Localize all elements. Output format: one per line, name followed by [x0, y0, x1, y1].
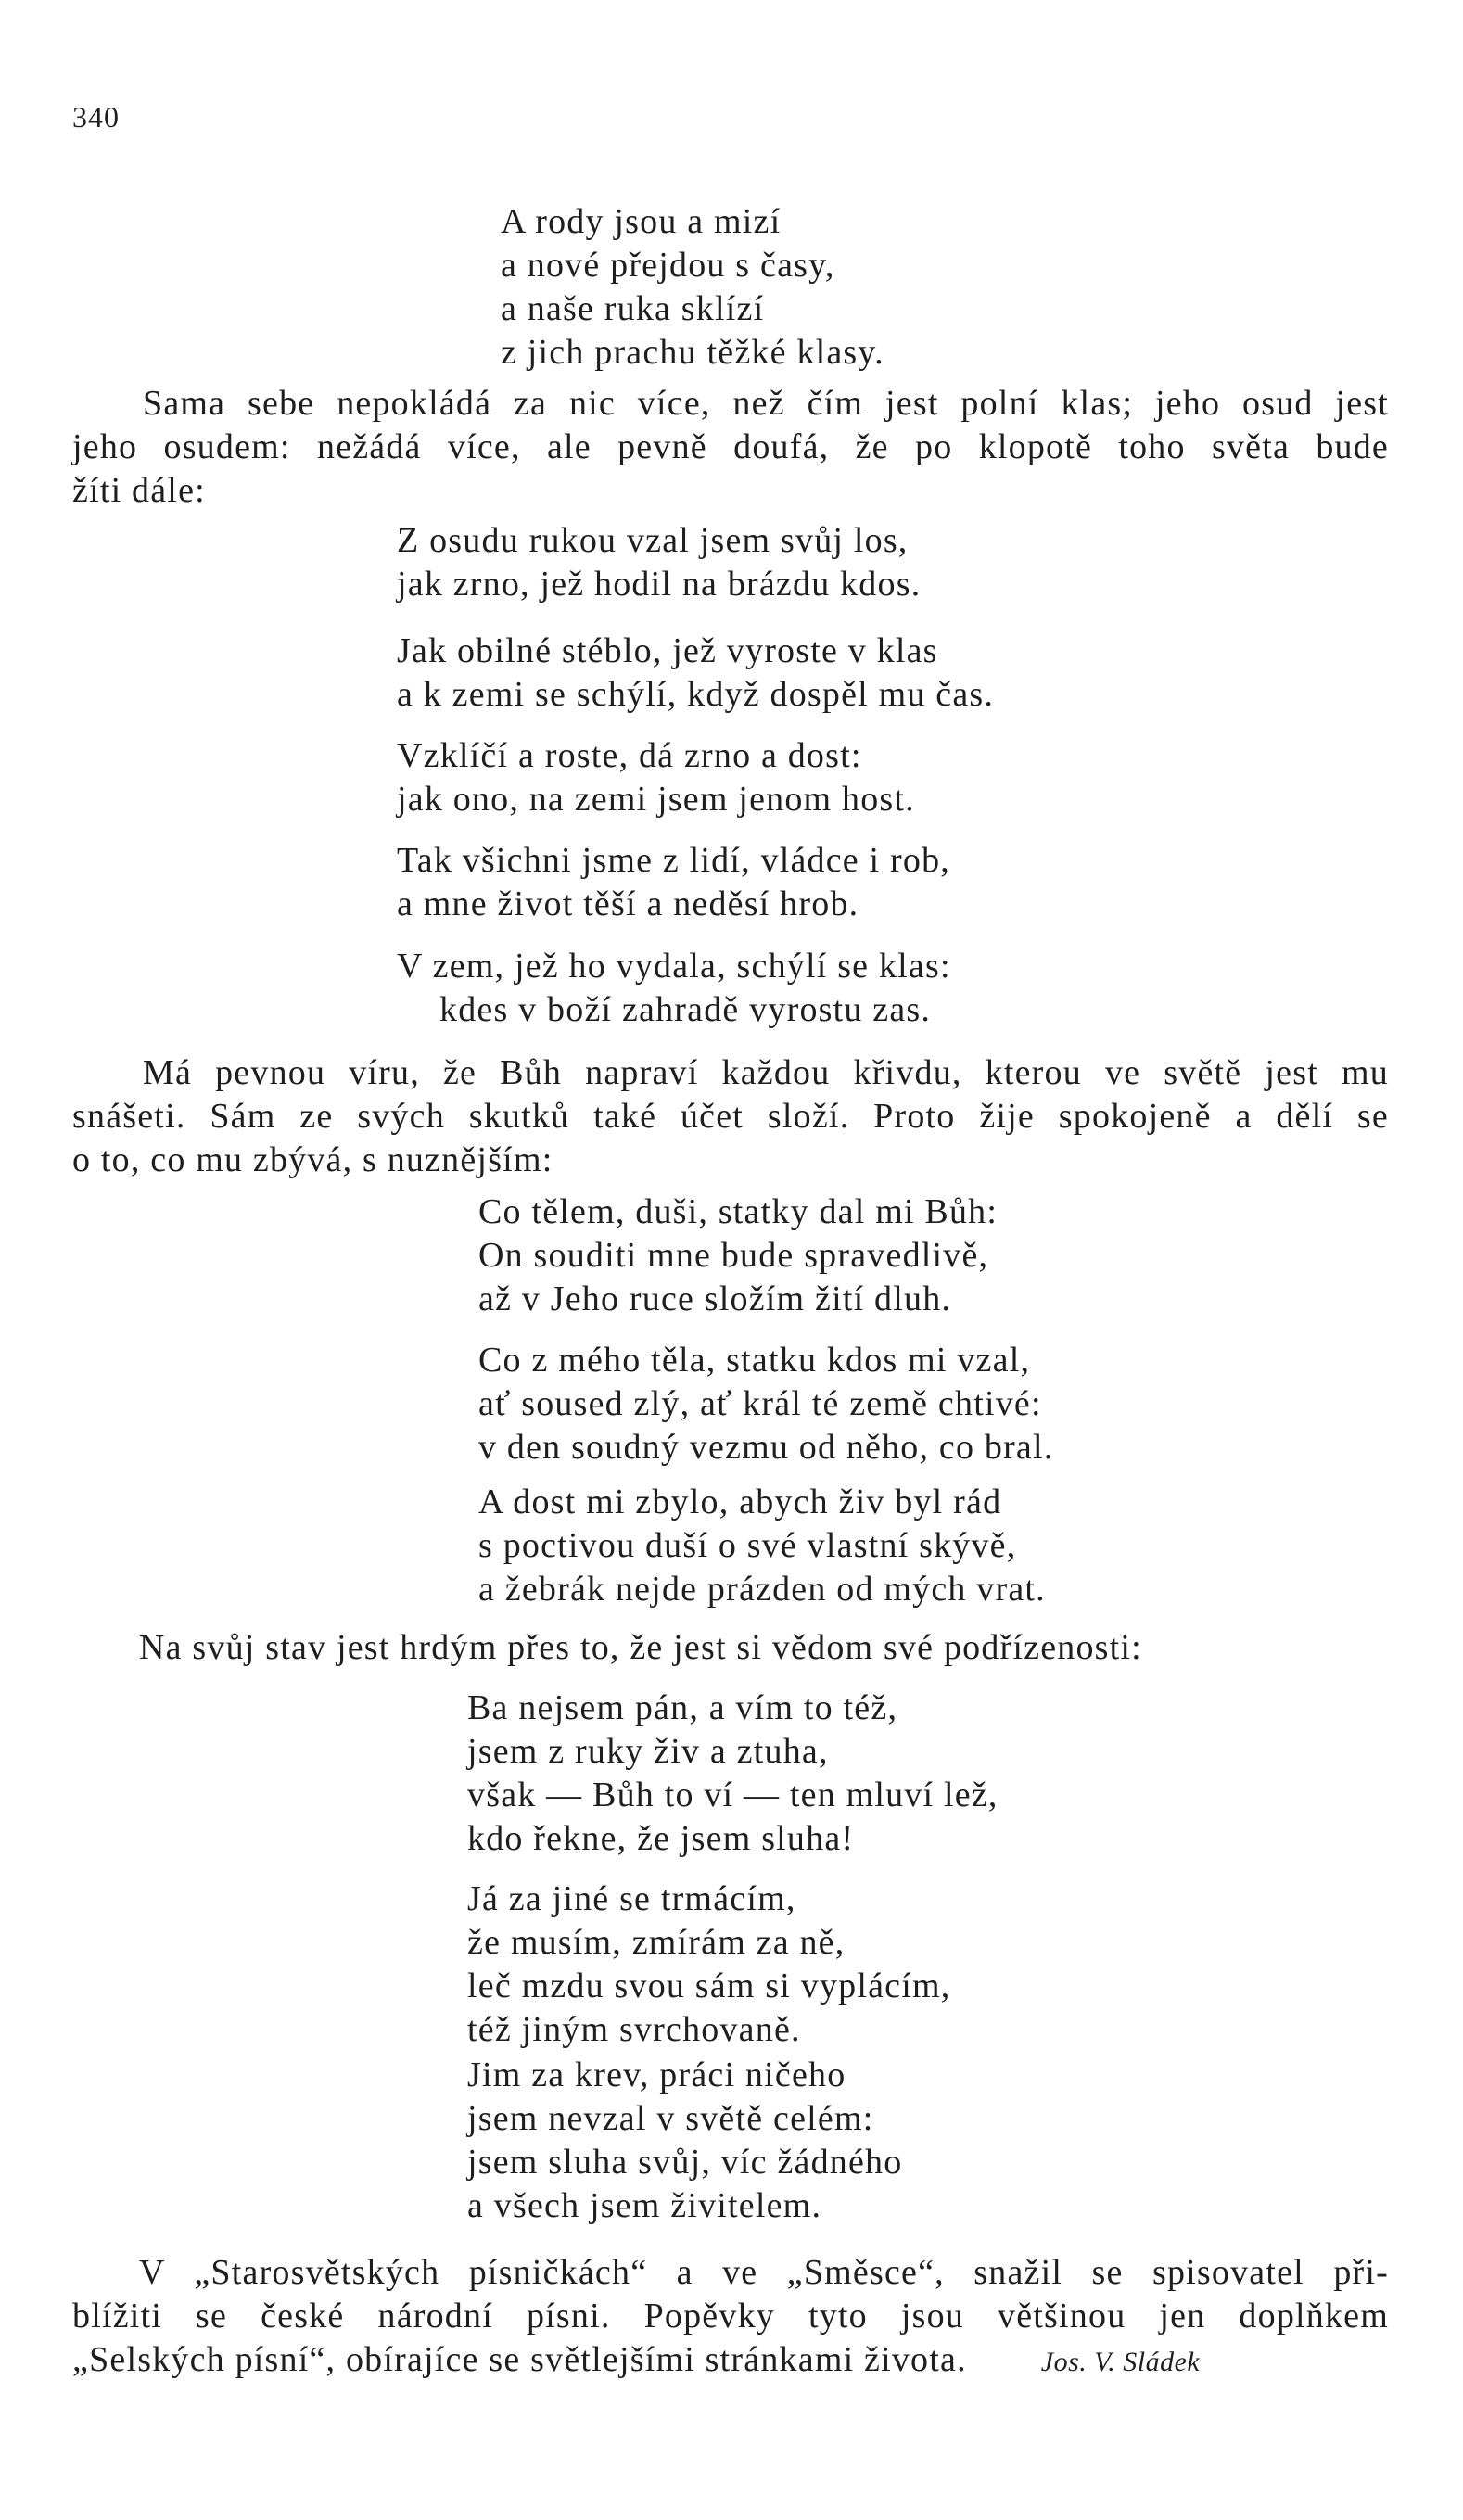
verse-line: kdes v boží zahradě vyrostu zas. [439, 990, 932, 1029]
verse-line: Jak obilné stéblo, jež vyroste v klas [397, 631, 938, 670]
poem-stanza [397, 519, 921, 606]
poem-stanza [501, 200, 884, 375]
verse-line: A dost mi zbylo, abych živ byl rád [478, 1483, 1002, 1521]
verse-line: kdo řekne, že jsem sluha! [467, 1819, 855, 1858]
verse-line: že musím, zmírám za ně, [467, 1923, 846, 1962]
verse-line: Vzklíčí a roste, dá zrno a dost: [397, 736, 862, 775]
verse-line: jsem sluha svůj, víc žádného [467, 2143, 903, 2182]
verse-line: jak zrno, jež hodil na brázdu kdos. [397, 565, 922, 604]
verse-line: jsem z ruky živ a ztuha, [467, 1732, 829, 1771]
paragraph [72, 2251, 1389, 2384]
verse-line: leč mzdu svou sám si vyplácím, [467, 1966, 951, 2005]
verse-line: Tak všichni jsme z lidí, vládce i rob, [397, 841, 950, 880]
verse-line: však — Bůh to ví — ten mluví lež, [467, 1775, 999, 1814]
verse-line: též jiným svrchovaně. [467, 2010, 801, 2049]
verse-line: On souditi mne bude spravedlivě, [478, 1236, 989, 1275]
verse-line: V zem, jež ho vydala, schýlí se klas: [397, 947, 951, 986]
page-number: 340 [72, 100, 120, 134]
verse-line: z jich prachu těžké klasy. [501, 333, 884, 372]
verse-line: v den soudný vezmu od něho, co bral. [478, 1428, 1054, 1467]
verse-line: a mne život těší a neděsí hrob. [397, 885, 859, 923]
verse-line: s poctivou duší o své vlastní skývě, [478, 1526, 1017, 1565]
verse-line: jak ono, na zemi jsem jenom host. [397, 780, 915, 819]
prose-line [72, 2338, 1389, 2384]
prose-line: snášeti. Sám ze svých skutků také účet složí. Proto žije spokojeně a dělí se [72, 1097, 1389, 1136]
poem-stanza [478, 1190, 998, 1321]
verse-line: Z osudu rukou vzal jsem svůj los, [397, 521, 909, 560]
prose-line: Na svůj stav jest hrdým přes to, že jest si vědom své podřízenosti: [139, 1628, 1142, 1667]
verse-line: a všech jsem živitelem. [467, 2186, 822, 2225]
prose-line: V „Starosvětských písničkách“ a ve „Směsce“, snažil se spisovatel při- [139, 2253, 1389, 2292]
poem-stanza [397, 945, 951, 1032]
poem-stanza [467, 1686, 999, 1861]
verse-line: jsem nevzal v světě celém: [467, 2099, 874, 2138]
prose-line: blížiti se české národní písni. Popěvky tyto jsou většinou jen doplňkem [72, 2297, 1389, 2335]
poem-stanza [397, 734, 915, 821]
paragraph [72, 382, 1389, 513]
verse-line: až v Jeho ruce složím žití dluh. [478, 1279, 952, 1318]
verse-line: a k zemi se schýlí, když dospěl mu čas. [397, 675, 995, 714]
poem-stanza [478, 1481, 1046, 1611]
prose-line: o to, co mu zbývá, s nuznějším: [72, 1140, 553, 1179]
verse-line: Ba nejsem pán, a vím to též, [467, 1688, 898, 1727]
verse-line: A rody jsou a mizí [501, 202, 782, 241]
author-signature: Jos. V. Sládek [1040, 2347, 1201, 2377]
poem-stanza [467, 1877, 950, 2052]
paragraph [72, 1626, 1389, 1670]
prose-line: Má pevnou víru, že Bůh napraví každou křivdu, kterou ve světě jest mu [143, 1053, 1389, 1092]
poem-stanza [397, 839, 950, 926]
verse-line: Já za jiné se trmácím, [467, 1879, 796, 1918]
poem-stanza [478, 1339, 1053, 1470]
verse-line: ať soused zlý, ať král té země chtivé: [478, 1384, 1042, 1423]
poem-stanza [467, 2054, 902, 2228]
prose-text: „Selských písní“, obírajíce se světlejšími stránkami života. [72, 2340, 967, 2379]
verse-line: Co tělem, duši, statky dal mi Bůh: [478, 1192, 999, 1231]
prose-line: Sama sebe nepokládá za nic více, než čím jest polní klas; jeho osud jest [143, 384, 1389, 423]
verse-line: Co z mého těla, statku kdos mi vzal, [478, 1341, 1031, 1380]
paragraph [72, 1051, 1389, 1182]
verse-line: a žebrák nejde prázden od mých vrat. [478, 1570, 1046, 1609]
verse-line: a naše ruka sklízí [501, 289, 765, 328]
verse-line: a nové přejdou s časy, [501, 246, 835, 285]
prose-line: žíti dále: [72, 471, 206, 510]
prose-line: jeho osudem: nežádá více, ale pevně doufá, že po klopotě toho světa bude [72, 427, 1389, 466]
poem-stanza [397, 630, 994, 717]
verse-line: Jim za krev, práci ničeho [467, 2055, 846, 2094]
